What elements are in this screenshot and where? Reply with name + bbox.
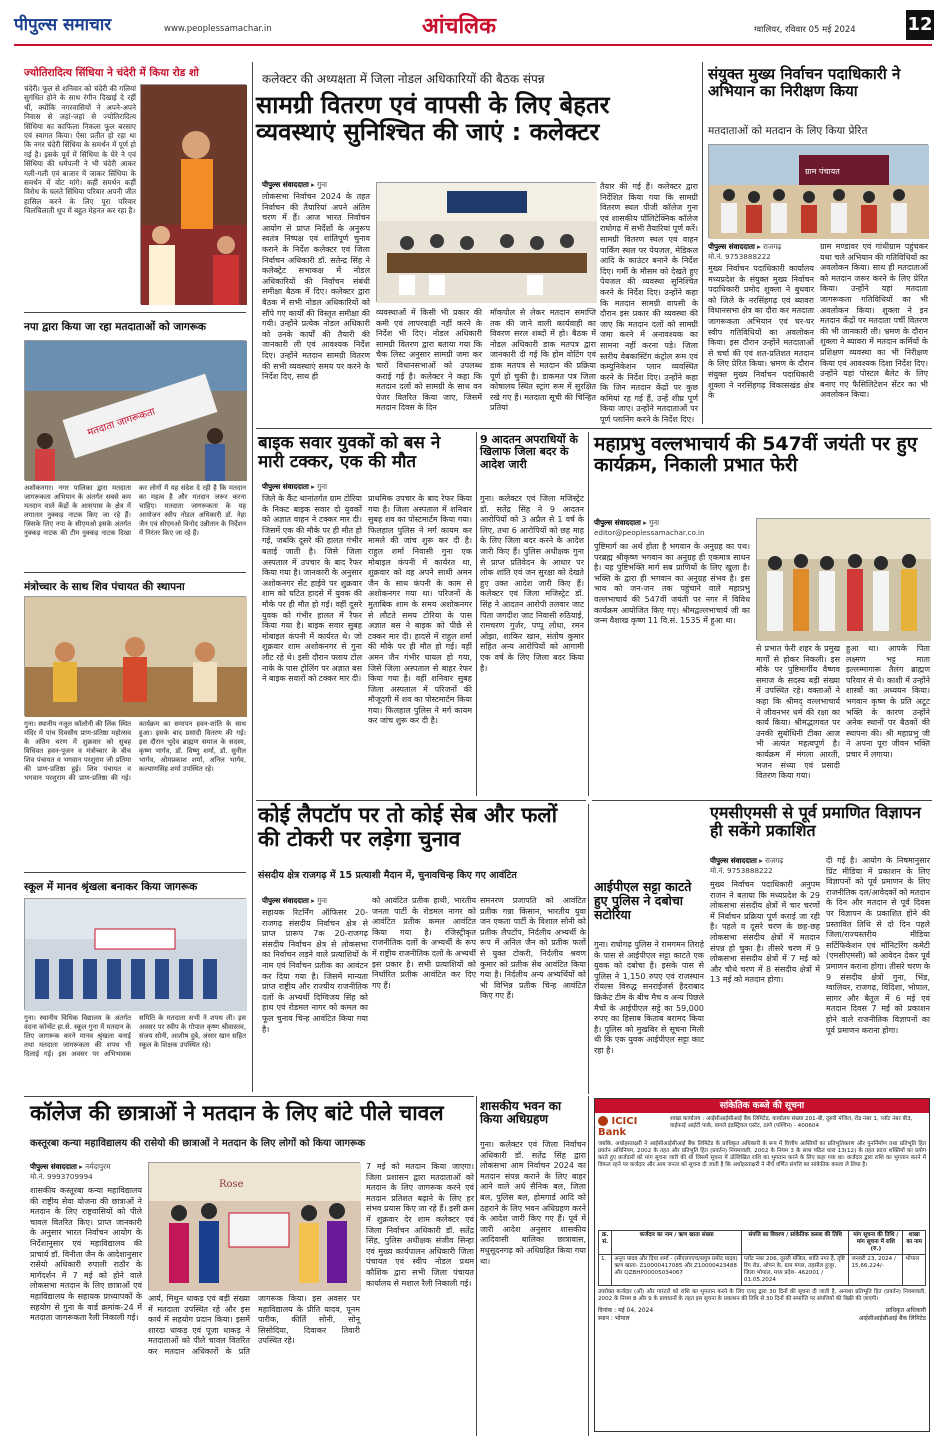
table-row [599, 1255, 926, 1286]
laptop-body-col1: सहायक रिटर्निंग ऑफिसर 20-राजगढ़ संसदीय निर्वाचन क्षेत्र से प्राप्त प्रारूप 7क 20-राजगढ़ संसदीय निर्वाचन क्षेत्र से लोकसभा का निर्वाचन लड़ने वाले प्रत्याशियों के नाम एवं निर्वाचन प्रतीक का आवंटन कर दिया गया है। जिसमें मान्यता प्राप्त राष्ट्रीय और राज्यीय राजनीतिक दलों के अभ्यर्थी दिग्विजय सिंह को हाथ एवं रोडमल नागर को कमल का फूल चुनाव चिन्ह आवंटित किया गया है। [262, 908, 368, 1034]
bike-headline: बाइक सवार युवकों को बस ने मारी टक्कर, एक की मौत [258, 433, 441, 473]
table-header: कर्जदार का नाम / ऋण खाता संख्या [612, 1231, 742, 1255]
table-cell: 1. [599, 1255, 612, 1286]
bike-body-col2: प्राथमिक उपचार के बाद रेफर किया गया है। जिला अस्पताल में शनिवार सुबह शव का पोस्टमार्टम किया गया। फिलहाल पुलिस ने मर्ग कायम कर मामले की जांच शुरू कर दी है। राहुल शर्मा निवासी गुना एक मोबाइल कंपनी में कार्यरत था, शुक्रवार को वह अपने साथी अमन जैन के साथ कंपनी के काम से अशोकनगर गया था। परिजनों के मुताबिक शाम के समय अशोकनगर से लौटते समय टोरिया के पास अज्ञात बस ने बाइक को पीछे से टक्कर मार दी। हादसे में राहुल शर्मा की मौके पर ही मौत हो गई। वहीं अमन जैन गंभीर घायल हो गया, जिसे जिला अस्पताल से बाहर रेफर किया गया है। वहीं शनिवार सुबह जिला अस्पताल में परिजनों की मौजूदगी में शव का पोस्टमार्टम किया गया। फिलहाल पुलिस ने मर्ग कायम कर जांच शुरू कर दी है। [368, 494, 472, 726]
collector-kicker: कलेक्टर की अध्यक्षता में जिला नोडल अधिकारियों की बैठक संपन्न [262, 72, 545, 86]
inspection-headline: संयुक्त मुख्य निर्वाचन पदाधिकारी ने अभियान का निरीक्षण किया [708, 65, 901, 100]
human-chain-photo [24, 898, 246, 1010]
svg-text:ग्राम पंचायत: ग्राम पंचायत [805, 167, 840, 176]
table-header: संपत्ति का विवरण / सांकेतिक कब्जा की तिथि [741, 1231, 849, 1255]
divider [256, 800, 586, 801]
collector-body-col2: व्यवस्थाओं में किसी भी प्रकार की कमी एवं लापरवाही नहीं करने के निर्देश भी दिए। नोडल अधिकारी सामग्री वितरण द्वारा बताया गया कि चैक लिस्ट अनुसार सामग्री जमा कर चारों विधानसभाओं को उपलब्ध कराई गई है। कलेक्टर ने कहा कि मतदान दलों को सामग्री के साथ वन पेजर वितरित किया जाए, जिसमें मतदान दिवस के दिन [376, 308, 482, 413]
college-byline: पीपुल्स संवाददाता ▸ नर्मदापुरम मो.नं. 9993709994 [30, 1162, 111, 1181]
notice-signature-label: प्राधिकृत अधिकारी [885, 1307, 926, 1314]
collector-body-col1: लोकसभा निर्वाचन 2024 के तहत निर्वाचन की तैयारियां अपने अंतिम चरण में हैं। आज भारत निर्वाचन आयोग से प्राप्त निर्देशों के अनुरूप स्वतंत्र निष्पक्ष एवं शांतिपूर्ण चुनाव कराने के निर्देश कलेक्टर एवं जिला निर्वाचन अधिकारी डॉ. सतेन्द्र सिंह ने कलेक्ट्रेट सभाकक्ष में नोडल अधिकारियों की निर्वाचन संबंधी समीक्षा बैठक में दिए। कलेक्टर द्वारा बैठक में सभी नोडल अधिकारियों को सौंपे गए कार्यों की विस्तृत समीक्षा की गयी। उन्होंने प्रत्येक नोडल अधिकारी को उनके कार्यों की तैयारी की जानकारी ली एवं आवश्यक निर्देश दिए। उन्होंने मतदान सामग्री वितरण की सभी व्यवस्थाएं समय पर करने के निर्देश दिए, साथ ही [262, 192, 370, 382]
notice-body: जबकि, अधोहस्ताक्षरी ने आईसीआईसीआई बैंक लिमिटेड के प्राधिकृत अधिकारी के रूप में वित्तीय आस्तियों का प्रतिभूतिकरण और पुनर्निर्माण तथा प्रतिभूति हित प्रवर्तन अधिनियम, 2002 के तहत और प्रतिभूति हित (प्रवर्तन) नियमावली, 2002 के नियम 3 के साथ पठित धारा 13(12) के तहत प्रदत्त शक्तियों का प्रयोग करते हुए कर्जदारों को मांग सूचना जारी की थी जिसमें सूचना में उल्लिखित राशि का भुगतान करने के लिए कहा गया था। कर्जदार द्वारा राशि का भुगतान करने में विफल रहने पर कर्जदार और आम जनता को सूचना दी जाती है कि अधोहस्ताक्षरी ने नीचे वर्णित संपत्ति का सांकेतिक कब्जा ले लिया है। [598, 1141, 926, 1168]
inspection-deck: मतदाताओं को मतदान के लिए किया प्रेरित [708, 125, 868, 137]
laptop-kicker: संसदीय क्षेत्र राजगढ़ में 15 प्रत्याशी मैदान में, चुनावचिन्ह किए गए आवंटित [258, 870, 517, 881]
jilabadar-headline: 9 आदतन अपराधियों के खिलाफ जिला बदर के आदेश जारी [480, 433, 578, 471]
icici-logo: ICICI Bank [598, 1116, 638, 1138]
table-cell: प्लॉट नंबर 206, दूसरी मंजिल, शांति नगर है, दृष्टि रिंग रोड, ओपन के, ग्राम मंगल, तहसील हुजूर, जिला भोपाल, मध्य प्रदेश- 462001 / 01.05.2024 [741, 1255, 849, 1286]
scindia-photo [140, 84, 246, 304]
school-body: गुना। स्थानीय विधिक विद्यालय के अंतर्गत वंदना कॉन्वेंट हा.से. स्कूल गुना में मतदान के लिए जागरूक करने मानव श्रृंखला बनाई तथा मतदाता जागरूकता की शपथ भी दिलाई गई। इस अवसर पर अभिभावक समिति के मतदाता सभी ने शपथ ली। इस अवसर पर स्वीप के गोपाल कृष्ण श्रीवास्तव, संजय सोनी, आशीष दुबे, अंसार खान सहित स्कूल के शिक्षक उपस्थित रहे। [24, 1014, 246, 1058]
page-number: 12 [906, 10, 934, 40]
mcmc-body-col2: दी गई है। आयोग के निषमानुसार प्रिंट मीडिया में प्रकाशन के लिए विज्ञापनों को पूर्व प्रमाणन के लिए राजनीतिक दल/आवेदकों को मतदान के दिन और मतदान से पूर्व दिवस पर विज्ञापन के प्रकाशित होने की प्रस्तावित तिथि से दो दिन पहले जिला/राज्यस्तरीय मीडिया सर्टिफिकेशन एवं मॉनिटरिंग कमेटी (एमसीएमसी) को आवेदन देकर पूर्व प्रमाणन कराना होगा। तीसरे चरण के 9 संसदीय क्षेत्रों गुना, भिंड, ग्वालियर, राजगढ़, विदिशा, भोपाल, सागर और बैतूल में 6 मई एवं मतदान दिवस 7 मई को प्रकाशन होने वाले राजनीतिक विज्ञापनों का पूर्व प्रमाणन कराना होगा। [826, 856, 930, 1035]
laptop-body-col2: को आवंटित प्रतीक हाथी, भारतीय जनता पार्टी के रोडमल नागर को आवंटित प्रतीक कमल आवंटित किया गया है। रजिस्ट्रीकृत राजनीतिक दलों के अभ्यर्थी के रूप में राष्ट्रीय राजनीतिक दलों के अभ्यर्थी इस प्रकार है। सभी प्रत्याशियों को निर्धारित प्रतीक आवंटित कर दिए गए हैं। [372, 896, 476, 990]
bhawan-body: गुना। कलेक्टर एवं जिला निर्वाचन अधिकारी डॉ. सतेंद्र सिंह द्वारा लोकसभा आम निर्वाचन 2024 का मतदान संपन्न कराने के लिए बाहर आने वाले अर्ध सैनिक बल, जिला बल, पुलिस बल, होमगार्ड आदि को ठहराने के लिए भवन अधिग्रहण करने के आदेश जारी किए गए हैं। पूर्व में जारी आदेश अनुसार शासकीय आदिवासी बालिका छात्रावास, मधुसूदनगढ़ को अधिग्रहित किया गया था। [480, 1140, 586, 1266]
divider [592, 800, 932, 801]
notice-title: सांकेतिक कब्जे की सूचना [595, 1099, 929, 1113]
table-header: मांग सूचना की तिथि / मांग सूचना में राशि (रु.) [849, 1231, 903, 1255]
scindia-headline: ज्योतिरादित्य सिंधिया ने चंदेरी में किया रोड शो [24, 67, 199, 79]
college-headline: कॉलेज की छात्राओं ने मतदान के लिए बांटे पीले चावल [30, 1101, 444, 1125]
collector-byline: पीपुल्स संवाददाता ▸ गुना [262, 180, 327, 189]
napa-headline: नपा द्वारा किया जा रहा मतदाताओं को जागरूक [24, 321, 206, 333]
ritual-photo [24, 596, 246, 716]
college-body-col2: आर्य, मिथुन धाकड़ एवं बड़ी संख्या में मतदाता उपस्थित रहे और इस कार्य में सहयोग प्रदान किया। इसमें शारदा धाकड़ एवं पूजा धाकड़ ने मतदाताओं को पीले चावल वितरित कर मतदान अधिकारों के प्रति जागरूक किया। इस अवसर पर महाविद्यालय के प्रीति यादव, पूनम पारीक, कीर्ति सोनी, सोनू सिसोदिया, दिवाकर तिवारी उपस्थित रहे। [148, 1294, 360, 1356]
shiv-body: गुना। स्थानीय नजूल कॉलोनी की लिंक स्थित मंदिर में पांच दिवसीय प्राण-प्रतिष्ठा महोत्सव के अंतिम चरण में शुक्रवार को सुबह विधिवत हवन-पूजन व मंत्रोच्चार के बीच शिव पंचायत व भगवान परशुराम जी प्रतिमा की प्राण-प्रतिष्ठा हुई। शिव पंचायत व भगवान परशुराम की प्राण-प्रतिष्ठा की गई। कार्यक्रम का समापन हवन-शांति के साथ हुआ। इसके बाद प्रसादी वितरण की गई। इस दौरान भूदेव ब्राह्मण समाज के सदस्य, कृष्ण भार्गव, डॉ. विष्णु शर्मा, डॉ. सुनील भार्गव, ओमप्रकाश शर्मा, अनिल भार्गव, कल्याणसिंह शर्मा उपस्थित रहे। [24, 720, 246, 782]
table-cell: अनूप यादव और दिया शर्मा - (सीएलएएच/सपुत्र प्रमोद यादव) ऋण खाता- Z10000417085 और Z10000423488 और QZBHP00005034067 [612, 1255, 742, 1286]
notice-place: स्थान : भोपाल [598, 1315, 630, 1322]
laptop-headline: कोई लैपटॉप पर तो कोई सेब और फलों की टोकरी पर लड़ेगा चुनाव [258, 803, 558, 851]
vallabh-headline: महाप्रभु वल्लभाचार्य की 547वीं जयंती पर हुए कार्यक्रम, निकाली प्रभात फेरी [594, 433, 918, 477]
mcmc-headline: एमसीएमसी से पूर्व प्रमाणित विज्ञापन ही सकेंगे प्रकाशित [710, 803, 921, 840]
inspection-byline: पीपुल्स संवाददाता ▸ राजगढ़ मो.नं. 9753888222 [708, 242, 782, 261]
jilabadar-body: गुना। कलेक्टर एवं जिला मजिस्ट्रेट डॉ. सतेंद्र सिंह ने 9 आदतन आरोपियों को 3 अप्रैल से 1 वर्ष के लिए, तथा 6 आरोपियों को छह माह के लिए जिला बदर करने के आदेश जारी किए हैं। पुलिस अधीक्षक गुना से प्राप्त प्रतिवेदन के आधार पर लोक शांति एवं जन सुरक्षा को देखते हुए उक्त आदेश जारी किए हैं। कलेक्टर एवं जिला मजिस्ट्रेट डॉ. सिंह ने आदतन आरोपी तलवार जाट पिता जगदीश जाट निवासी रुठियाई, रामचरण गुर्जर, पप्पू लोधा, रमन ओझा, शाकिर खान, संतोष कुमार सहित अन्य आरोपियों को आगामी एक वर्ष के लिए जिला बदर किया है। [480, 494, 584, 673]
svg-text:मतदाता जागरूकता: मतदाता जागरूकता [86, 406, 157, 439]
college-body-col1: शासकीय कस्तूरबा कन्या महाविद्यालय की राष्ट्रीय सेवा योजना की छात्राओं ने मतदान के लिए राष्ट्रवासियों को पीले चावल वितरित किए। प्राप्त जानकारी के अनुसार भारत निर्वाचन आयोग के निर्देशानुसार एवं महाविद्यालय की प्राचार्य डॉ. विनीता जैन के आदेशानुसार रासेयो अधिकारी रुपाली राठौर के मार्गदर्शन में 7 मई को होने वाले लोकसभा मतदान के लिए छात्राओं एवं महाविद्यालय के सहायक प्राध्यापकों के सहयोग से गुना के वार्ड क्रमांक-24 में मतदाता जागरूकता रैली निकाली गई। [30, 1186, 142, 1323]
school-headline: स्कूल में मानव श्रृंखला बनाकर किया जागरूक [24, 881, 198, 893]
table-header: शाखा का नाम [903, 1231, 926, 1255]
table-header: क्र. सं. [599, 1231, 612, 1255]
divider [24, 1096, 474, 1097]
divider [588, 804, 589, 1094]
notice-footer-note: उपरोक्त कर्जदार (ओं) और गारंटरों को राशि का भुगतान करने के लिए एतद् द्वारा 30 दिनों की सूचना दी जाती है, अन्यथा प्रतिभूति हित (प्रवर्तन) नियमावली, 2002 के नियम 8 और 9 के प्रावधानों के तहत इस सूचना के प्रकाशन की तिथि से 30 दिनों की समाप्ति पर संपत्तियों की बिक्री की जाएगी। [598, 1289, 926, 1302]
collector-body-col3: मॉकपोल से लेकर मतदान समाप्ति तक की जाने वाली कार्यवाही का विवरण सरल शब्दों में हो। बैठक में नोडल अधिकारी डाक मतपत्र द्वारा जानकारी दी गई कि होम वोटिंग एवं डाक मतपत्र से मतदान की प्रक्रिया पूर्ण हो चुकी है। डाकमत पत्र जिला कोषालय स्थित स्ट्रांग रूम में सुरक्षित रखे गए हैं। मतदाता सूची की चिन्हित प्रतियां [490, 308, 596, 413]
divider [476, 432, 477, 796]
table-cell: भोपाल [903, 1255, 926, 1286]
vallabh-byline: पीपुल्स संवाददाता ▸ गुना editor@peoplessamachar.co.in [594, 518, 705, 537]
inspection-body-col2: ग्राम मण्डावर एवं गांधीग्राम पहुंचकर यथा चले अभियान की गतिविधियों का अवलोकन किया। साथ ही मतदाताओं को मतदान जरूर करने के लिए प्रेरित किया। उन्होंने यहां मतदाता जागरूकता गतिविधियों का भी अवलोकन किया। शुक्ला ने इन मतदान केंद्रों पर मतदाता पर्ची वितरण की भी जानकारी ली। भ्रमण के दौरान शुक्ला ने ब्यावरा में मतदान कर्मियों के प्रशिक्षण व्यवस्था का भी निरीक्षण किया एवं आवश्यक दिशा निर्देश दिए। उन्होंने यहां पोस्टल बैलेट के लिए बनाए गए फैसिलिटेशन सेंटर का भी अवलोकन किया। [820, 242, 928, 400]
bike-byline: पीपुल्स संवाददाता ▸ गुना [262, 482, 327, 491]
mcmc-byline: पीपुल्स संवाददाता ▸ राजगढ़ मो.नं. 9753888222 [710, 856, 784, 875]
procession-photo [756, 518, 930, 640]
divider [24, 872, 246, 873]
collector-body-col4: तैयार की गई हैं। कलेक्टर द्वारा निर्देशित किया गया कि सामग्री वितरण स्थल पीजी कॉलेज गुना एवं शासकीय पॉलिटेक्निक कॉलेज राघोगढ़ में सभी तैयारियां पूर्ण करें। सामग्री वितरण स्थल एवं वाहन पार्किंग स्थल पर पेयजल, मेडिकल आदि के काउंटर बनाने के निर्देश दिए। गर्मी के मौसम को देखते हुए पेयजल की व्यवस्था सुनिश्चित करने के निर्देश दिए। उन्होंने कहा कि मतदान सामग्री वापसी के दौरान इस प्रकार की व्यवस्था की जाए कि मतदान दलों को सामग्री जमा करने में अनावश्यक का सामना नहीं करना पड़े। जिला स्तरीय वेबकास्टिंग कंट्रोल रूम एवं कम्युनिकेशन प्लान व्यवस्थित करने के निर्देश दिए। उन्होंने कहा कि जिन मतदान केंद्रों पर कुछ कमियां रह गई हैं, उन्हें शीघ्र पूर्ण किया जाए। उन्होंने मतदाताओं पर पूर्ण प्लानिंग करने के निर्देश दिए। [600, 182, 698, 425]
date-line: ग्वालियर, रविवार 05 मई 2024 [754, 25, 856, 35]
college-kicker: कस्तूरबा कन्या महाविद्यालय की रासेयो की छात्राओं ने मतदान के लिए लोगों को किया जागरूक [30, 1138, 366, 1149]
divider [588, 432, 589, 796]
svg-text:Rose: Rose [219, 1179, 244, 1190]
bike-body-col1: जिले के कैंट थानांतर्गत ग्राम टोरिया के निकट बाइक सवार दो युवकों को अज्ञात वाहन ने टक्कर मार दी। जिसमें एक की मौके पर ही मौत हो गई, जबकि दूसरे की हालत गंभीर बताई जाती है। जिसे जिला अस्पताल में उपचार के बाद रैफर किया गया है। जानकारी के अनुसार अशोकनगर सेंट हाईवे पर शुक्रवार शाम को घटित हादसे में युवक की मौके पर ही मौत हो गई। वहीं दूसरे युवक को गंभीर हालत में रैफर किया गया है। बाइक सवार सुबह मोबाइल कंपनी में कार्यरत थे। जो शुक्रवार शाम अशोकनगर से गुना लौट रहे थे। इसी दौरान फ्लाय टोल नाके के पास ट्रोलिंग पर अज्ञात बस ने बाइक सवारों को टक्कर मार दी। [262, 494, 362, 684]
students-photo [148, 1162, 360, 1290]
inspection-photo [708, 144, 928, 238]
mcmc-body-col1: मुख्य निर्वाचन पदाधिकारी अनुपम राजन ने बताया कि मध्यप्रदेश के 29 लोकसभा संसदीय क्षेत्रों में चार चरणों में निर्वाचन प्रक्रिया पूर्ण कराई जा रही है। पहले व दूसरे चरण के छह-छह लोकसभा संसदीय क्षेत्रों में मतदान संपन्न हो चुका है। तीसरे चरण में 9 लोकसभा संसदीय क्षेत्रों में 7 मई को और चौथे चरण में 8 संसदीय क्षेत्रों में 13 मई को मतदान होगा। [710, 880, 820, 985]
divider [256, 428, 932, 429]
scindia-body: चंदेरी। फूल से शनिवार को चंदेरी की गलियां सुगंधित होने के साथ रंगीन दिखाई दे रहीं थीं, क्योंकि नगरवासियों ने अपने-अपने निवास से जहां-जहां से ज्योतिरादित्य सिंधिया का काफिला निकला फूल बरसाए एवं स्वागत किया। ऐसा प्रतीत हो रहा था कि नगर चंदेरी सिंधिया के समर्थन में पूर्ण हो गई है। इसके पूर्व में सिंधिया के घेरे ने एवं सिंधिया की धर्मपत्नी ने भी चंदेरी आकर गली-गली एवं बाजार में जाकर सिंधिया के समर्थन में वोट मांगे। कहीं समर्थन कहीं विरोध के चलते सिंधिया परिवार अपनी जीत हासिल करने के लिए पूरा परिवार चिलचिलाती धूप में बहुत मेहनत कर रहा है। [24, 84, 136, 216]
vallabh-body-col2: से प्रभात फेरी शहर के प्रमुख मार्गों से होकर निकली। इस मौके पर पुष्टिमार्गीय वैष्णव समाज के सदस्य बड़ी संख्या में उपस्थित रहे। वक्ताओं ने कहा कि श्रीमद् वल्लभाचार्य ने जीवनभर धर्म की रक्षा का कार्य किया। श्रीमद्भागवत पर उनकी सुबोधिनी टीका आज भी अत्यंत महत्वपूर्ण है। कार्यक्रम में मंगला आरती, भजन संध्या एवं प्रसादी वितरण किया गया। [756, 644, 840, 781]
satta-headline: आईपीएल सट्टा काटते हुए पुलिस ने दबोचा सटोरिया [594, 879, 692, 922]
divider [24, 572, 246, 573]
divider [588, 1096, 589, 1436]
inspection-body-col1: मुख्य निर्वाचन पदाधिकारी कार्यालय मध्यप्रदेश के संयुक्त मुख्य निर्वाचन पदाधिकारी प्रमोद शुक्ला ने बुधवार को जिले के नरसिंहगढ़ एवं ब्यावरा विधानसभा क्षेत्र का दौरा कर मतदाता जागरूकता अभियान एवं घर-घर स्वीप गतिविधियों का अवलोकन किया। इस दौरान उन्होंने मतदाताओं से चर्चा की एवं शत-प्रतिशत मतदान के लिए प्रेरित किया। भ्रमण के दौरान संयुक्त मुख्य निर्वाचन पदाधिकारी शुक्ला ने नरसिंहगढ़ विकासखंड क्षेत्र के [708, 264, 814, 401]
divider [24, 312, 246, 313]
divider [702, 62, 703, 424]
masthead-rule [14, 44, 932, 46]
brand-logo: पीपुल्स समाचार [14, 15, 112, 35]
section-title: आंचलिक [422, 14, 496, 39]
notice-office: शाखा कार्यालय : आईसीआईसीआई बैंक लिमिटेड, कार्यालय संख्या 201-बी, दूसरी मंजिल, रोड नंबर 1, प्लॉट नंबर बी3, वाईफाई आईटी पार्क, वागले इंडस्ट्रियल एस्टेट, ठाणे (पश्चिम) - 400604 [670, 1116, 913, 1129]
collector-headline: सामग्री वितरण एवं वापसी के लिए बेहतर व्यवस्थाएं सुनिश्चित की जाएं : कलेक्टर [256, 91, 610, 146]
divider [476, 1096, 477, 1436]
notice-table-header [599, 1231, 926, 1255]
divider [252, 62, 253, 1092]
notice-signature-bank: आईसीआईसीआई बैंक लिमिटेड [858, 1315, 926, 1322]
icici-notice [594, 1098, 930, 1432]
laptop-byline: पीपुल्स संवाददाता ▸ गुना [262, 896, 327, 905]
notice-bank-row [595, 1113, 929, 1141]
notice-signoff [595, 1303, 929, 1327]
icici-logo-icon [598, 1116, 608, 1126]
notice-table [598, 1230, 926, 1286]
laptop-body-col3: समनरण प्रजापति को आवंटित प्रतीक गन्ना किसान, भारतीय युवा जन एकता पार्टी के विशाल सोनी को प्रतीक लैपटॉप, निर्दलीय अभ्यर्थी के रूप में अनिल जैन को प्रतीक फलों से युक्त टोकरी, निर्दलीय श्रवण कुमार को प्रतीक सेब आवंटित किया गया है। निर्दलीय अन्य अभ्यर्थियों को भी विभिन्न प्रतीक चिन्ह आवंटित किए गए हैं। [480, 896, 586, 1001]
notice-date: दिनांक : मई 04, 2024 [598, 1307, 654, 1314]
table-cell: जनवरी 23, 2024 / 15,66,224/- [849, 1255, 903, 1286]
shiv-headline: मंत्रोच्चार के साथ शिव पंचायत की स्थापना [24, 581, 185, 593]
satta-body: गुना। राघोगढ़ पुलिस ने रामगमन तिराहे के पास से आईपीएल सट्टा काटते एक युवक को दबोचा है। इसके पास से पुलिस ने 1,150 रुपए एवं राजस्थान रॉयल्स विरुद्ध सनराईजर्स हैदराबाद क्रिकेट टीम के बीच मैच व अन्य पिछले मैचों के आईपीएल सट्टे का 59,000 रुपए का हिसाब किताब बरामद किया है। पुलिस को मुखबिर से सूचना मिली थी कि एक युवक आईपीएल सट्टा काट रहा है। [594, 940, 705, 1055]
napa-caption: अशोकनगर। नगर पालिका द्वारा मतदाता जागरूकता अभियान के अंतर्गत सबसे कम मतदान वाले केंद्रों के आसपास के क्षेत्र में लगातार नुक्कड़ नाटक किए जा रहे हैं। जिसके लिए नपा के सीएमओ इसके अंतर्गत नुक्कड़ नाटक की टीम नुक्कड़ नाटक दिखा कर लोगों में यह संदेश दे रही है कि मतदान का महत्व है और मतदान जरूर करना चाहिए। मतदाता जागरूकता के यह आयोजन स्वीप नोडल अधिकारी डॉ. नेहा जैन एवं सीएमओ विनोद उन्नीतान के निर्देशन में निरंतर किए जा रहे हैं। [24, 484, 246, 537]
bhawan-headline: शासकीय भवन का किया अधिग्रहण [480, 1099, 562, 1127]
college-body-col3: 7 मई को मतदान किया जाएगा। जिला प्रशासन द्वारा मतदाताओं को मतदान के लिए जागरूक करने एवं मतदान प्रतिशत बढ़ाने के लिए हर संभव प्रयास किए जा रहे हैं। इसी क्रम में शुक्रवार देर शाम कलेक्टर एवं जिला निर्वाचन अधिकारी डॉ. सतेंद्र सिंह, पुलिस अधीक्षक संजीव सिन्हा एवं मुख्य कार्यपालन अधिकारी जिला पंचायत एवं स्वीप नोडल प्रथम कौशिक द्वारा सभी जिला पंचायत कार्यालय से मशाल रैली निकाली गई। [366, 1162, 474, 1288]
street-play-photo [24, 340, 246, 480]
vallabh-body-col1: पुष्टिमार्ग का अर्थ होता है भगवान के अनुग्रह का पथ। परब्रह्म श्रीकृष्ण भगवान का अनुग्रह ही एकमात्र साधन है। यह पुष्टिभक्ति मार्ग सब प्राणियों के लिए खुला है। भक्ति के द्वारा ही भगवान का अनुग्रह संभव है। इस भाव को जन-जन तक पहुंचाने वाले महाप्रभु वल्लभाचार्य की 547वीं जयंती पर नगर में विविध कार्यक्रम आयोजित किए गए। श्रीमद्वल्लभाचार्य जी का जन्म वैशाख कृष्ण 11 वि.सं. 1535 में हुआ था। [594, 542, 750, 626]
meeting-photo [376, 182, 596, 302]
vallabh-body-col3: हुआ था। आपके पिता लक्ष्मण भट्ट माता इल्लम्मागारू तैलंग ब्राह्मण परिवार से थे। काशी में उन्होंने शास्त्रों का अध्ययन किया। भगवान कृष्ण के प्रति अटूट भक्ति के कारण उन्होंने अनेक स्थानों पर बैठकों की स्थापना की। श्री महाप्रभु जी ने अपना पूरा जीवन भक्ति प्रचार में लगाया। [846, 644, 930, 759]
website-url[interactable]: www.peoplessamachar.in [164, 24, 272, 34]
